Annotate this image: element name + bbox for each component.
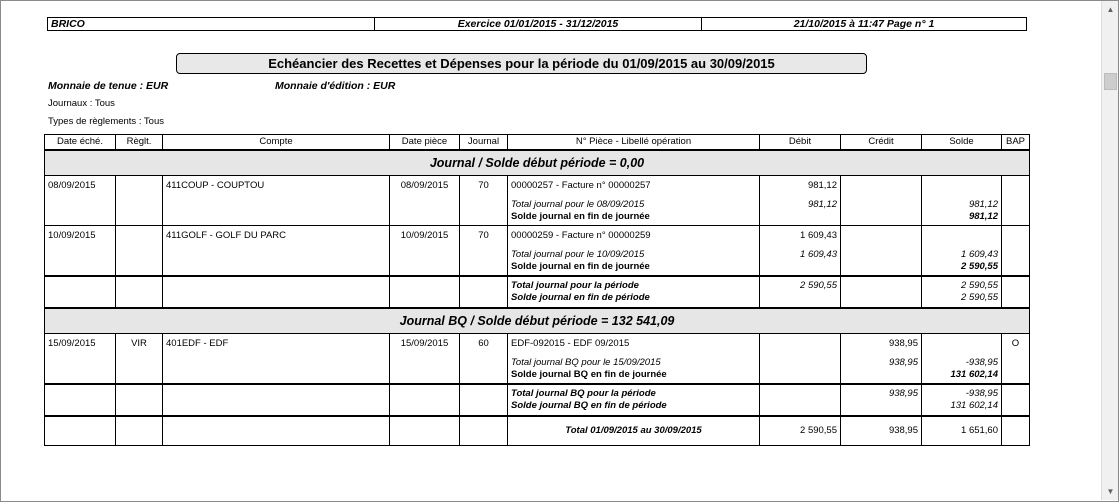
day-total-solde: 981,12 [968, 199, 998, 210]
cell-solde [922, 226, 1002, 276]
cell-compte: 401EDF - EDF [163, 334, 390, 384]
monnaie-edition: Monnaie d'édition : EUR [275, 80, 396, 92]
date-page-box [701, 17, 1027, 31]
day-total-label: Total journal BQ pour le 15/09/2015 [511, 357, 661, 368]
period-total-label: Total journal pour la période [511, 279, 639, 291]
cell-journal: 70 [460, 176, 508, 226]
cell-period-solde [922, 384, 1002, 416]
cell-period-solde [922, 276, 1002, 308]
period-solde-value: 131 602,14 [950, 399, 998, 411]
cell-reglt: VIR [116, 334, 163, 384]
grand-total-solde: 1 651,60 [922, 416, 1002, 446]
cell-solde [922, 176, 1002, 226]
cell-journal: 60 [460, 334, 508, 384]
period-total-credit [844, 280, 918, 292]
day-total-debit [763, 357, 837, 369]
libelle-text: 00000257 - Facture n° 00000257 [511, 180, 651, 191]
cell-reglt [116, 176, 163, 226]
cell-debit [760, 226, 841, 276]
vertical-scrollbar[interactable] [1101, 1, 1118, 500]
section-heading: Journal / Solde début période = 0,00 [45, 150, 1030, 176]
grand-total-debit: 2 590,55 [760, 416, 841, 446]
day-total-solde: 1 609,43 [961, 249, 998, 260]
grand-total-credit: 938,95 [841, 416, 922, 446]
day-total-credit [844, 249, 918, 261]
solde-value [925, 338, 998, 350]
cell-libelle [508, 334, 760, 384]
credit-value [844, 230, 918, 242]
cell-libelle [508, 226, 760, 276]
section-heading: Journal BQ / Solde début période = 132 541,09 [45, 308, 1030, 334]
print-date-page: 21/10/2015 à 11:47 Page n° 1 [793, 18, 935, 30]
cell-period-label [508, 276, 760, 308]
credit-value [844, 180, 918, 192]
period-total-row [45, 384, 1030, 416]
cell-date-piece: 10/09/2015 [390, 226, 460, 276]
company-name-box [47, 17, 375, 31]
day-total-credit [844, 199, 918, 211]
period-total-solde: -938,95 [965, 387, 998, 399]
day-total-label: Total journal pour le 10/09/2015 [511, 249, 645, 260]
cell-period-debit [760, 384, 841, 416]
solde-value [925, 180, 998, 192]
cell-journal: 70 [460, 226, 508, 276]
types-reglements-filter: Types de règlements : Tous [48, 116, 164, 127]
day-solde-label: Solde journal BQ en fin de journée [511, 369, 667, 380]
cell-credit [841, 226, 922, 276]
day-total-label: Total journal pour le 08/09/2015 [511, 199, 645, 210]
scroll-thumb[interactable] [1104, 73, 1117, 90]
company-name: BRICO [51, 18, 85, 30]
report-title: Echéancier des Recettes et Dépenses pour la période du 01/09/2015 au 30/09/2015 [176, 53, 867, 74]
cell-compte: 411COUP - COUPTOU [163, 176, 390, 226]
cell-period-label [508, 384, 760, 416]
day-solde-label: Solde journal en fin de journée [511, 211, 650, 222]
echeancier-table [44, 134, 1030, 446]
day-solde-value: 131 602,14 [950, 369, 998, 380]
table-header-row [45, 135, 1030, 150]
section-heading-row [45, 150, 1030, 176]
cell-debit [760, 334, 841, 384]
table-row [45, 176, 1030, 226]
cell-debit [760, 176, 841, 226]
debit-value: 981,12 [807, 180, 837, 191]
col-reglt: Règlt. [116, 135, 163, 150]
cell-date-eche: 08/09/2015 [45, 176, 116, 226]
table-row [45, 334, 1030, 384]
day-total-debit: 1 609,43 [800, 249, 837, 260]
period-total-debit: 2 590,55 [800, 279, 837, 291]
journaux-filter: Journaux : Tous [48, 98, 115, 109]
cell-compte: 411GOLF - GOLF DU PARC [163, 226, 390, 276]
scroll-down-arrow-icon[interactable]: ▼ [1106, 487, 1115, 496]
period-solde-value: 2 590,55 [961, 291, 998, 303]
day-total-credit: 938,95 [888, 357, 918, 368]
cell-date-piece: 15/09/2015 [390, 334, 460, 384]
table-row [45, 226, 1030, 276]
cell-date-eche: 10/09/2015 [45, 226, 116, 276]
monnaie-tenue: Monnaie de tenue : EUR [48, 80, 169, 92]
day-solde-value: 2 590,55 [961, 261, 998, 272]
exercise-box [374, 17, 702, 31]
credit-value: 938,95 [888, 338, 918, 349]
day-total-debit: 981,12 [807, 199, 837, 210]
cell-credit [841, 334, 922, 384]
day-solde-label: Solde journal en fin de journée [511, 261, 650, 272]
col-date-eche: Date éché. [45, 135, 116, 150]
cell-date-piece: 08/09/2015 [390, 176, 460, 226]
section-heading-row [45, 308, 1030, 334]
cell-period-debit [760, 276, 841, 308]
period-solde-label: Solde journal en fin de période [511, 291, 650, 303]
debit-value [763, 338, 837, 350]
period-total-row [45, 276, 1030, 308]
cell-bap [1002, 176, 1030, 226]
libelle-text: 00000259 - Facture n° 00000259 [511, 230, 651, 241]
libelle-text: EDF-092015 - EDF 09/2015 [511, 338, 630, 349]
cell-reglt [116, 226, 163, 276]
period-total-label: Total journal BQ pour la période [511, 387, 656, 399]
grand-total-row [45, 416, 1030, 446]
cell-date-eche: 15/09/2015 [45, 334, 116, 384]
cell-credit [841, 176, 922, 226]
period-total-credit: 938,95 [888, 387, 918, 399]
col-solde: Solde [922, 135, 1002, 150]
cell-bap: O [1002, 334, 1030, 384]
col-compte: Compte [163, 135, 390, 150]
period-total-solde: 2 590,55 [961, 279, 998, 291]
scroll-up-arrow-icon[interactable]: ▲ [1106, 5, 1115, 14]
cell-bap [1002, 226, 1030, 276]
day-total-solde: -938,95 [965, 357, 998, 368]
col-libelle: N° Pièce - Libellé opération [508, 135, 760, 150]
cell-solde [922, 334, 1002, 384]
grand-total-label: Total 01/09/2015 au 30/09/2015 [508, 416, 760, 446]
exercise-period: Exercice 01/01/2015 - 31/12/2015 [457, 18, 619, 30]
col-date-piece: Date pièce [390, 135, 460, 150]
col-journal: Journal [460, 135, 508, 150]
cell-period-credit [841, 276, 922, 308]
col-credit: Crédit [841, 135, 922, 150]
col-bap: BAP [1002, 135, 1030, 150]
period-solde-label: Solde journal BQ en fin de période [511, 399, 667, 411]
debit-value: 1 609,43 [800, 230, 837, 241]
day-solde-value: 981,12 [968, 211, 998, 222]
cell-libelle [508, 176, 760, 226]
col-debit: Débit [760, 135, 841, 150]
cell-period-credit [841, 384, 922, 416]
period-total-debit [763, 388, 837, 400]
solde-value [925, 230, 998, 242]
